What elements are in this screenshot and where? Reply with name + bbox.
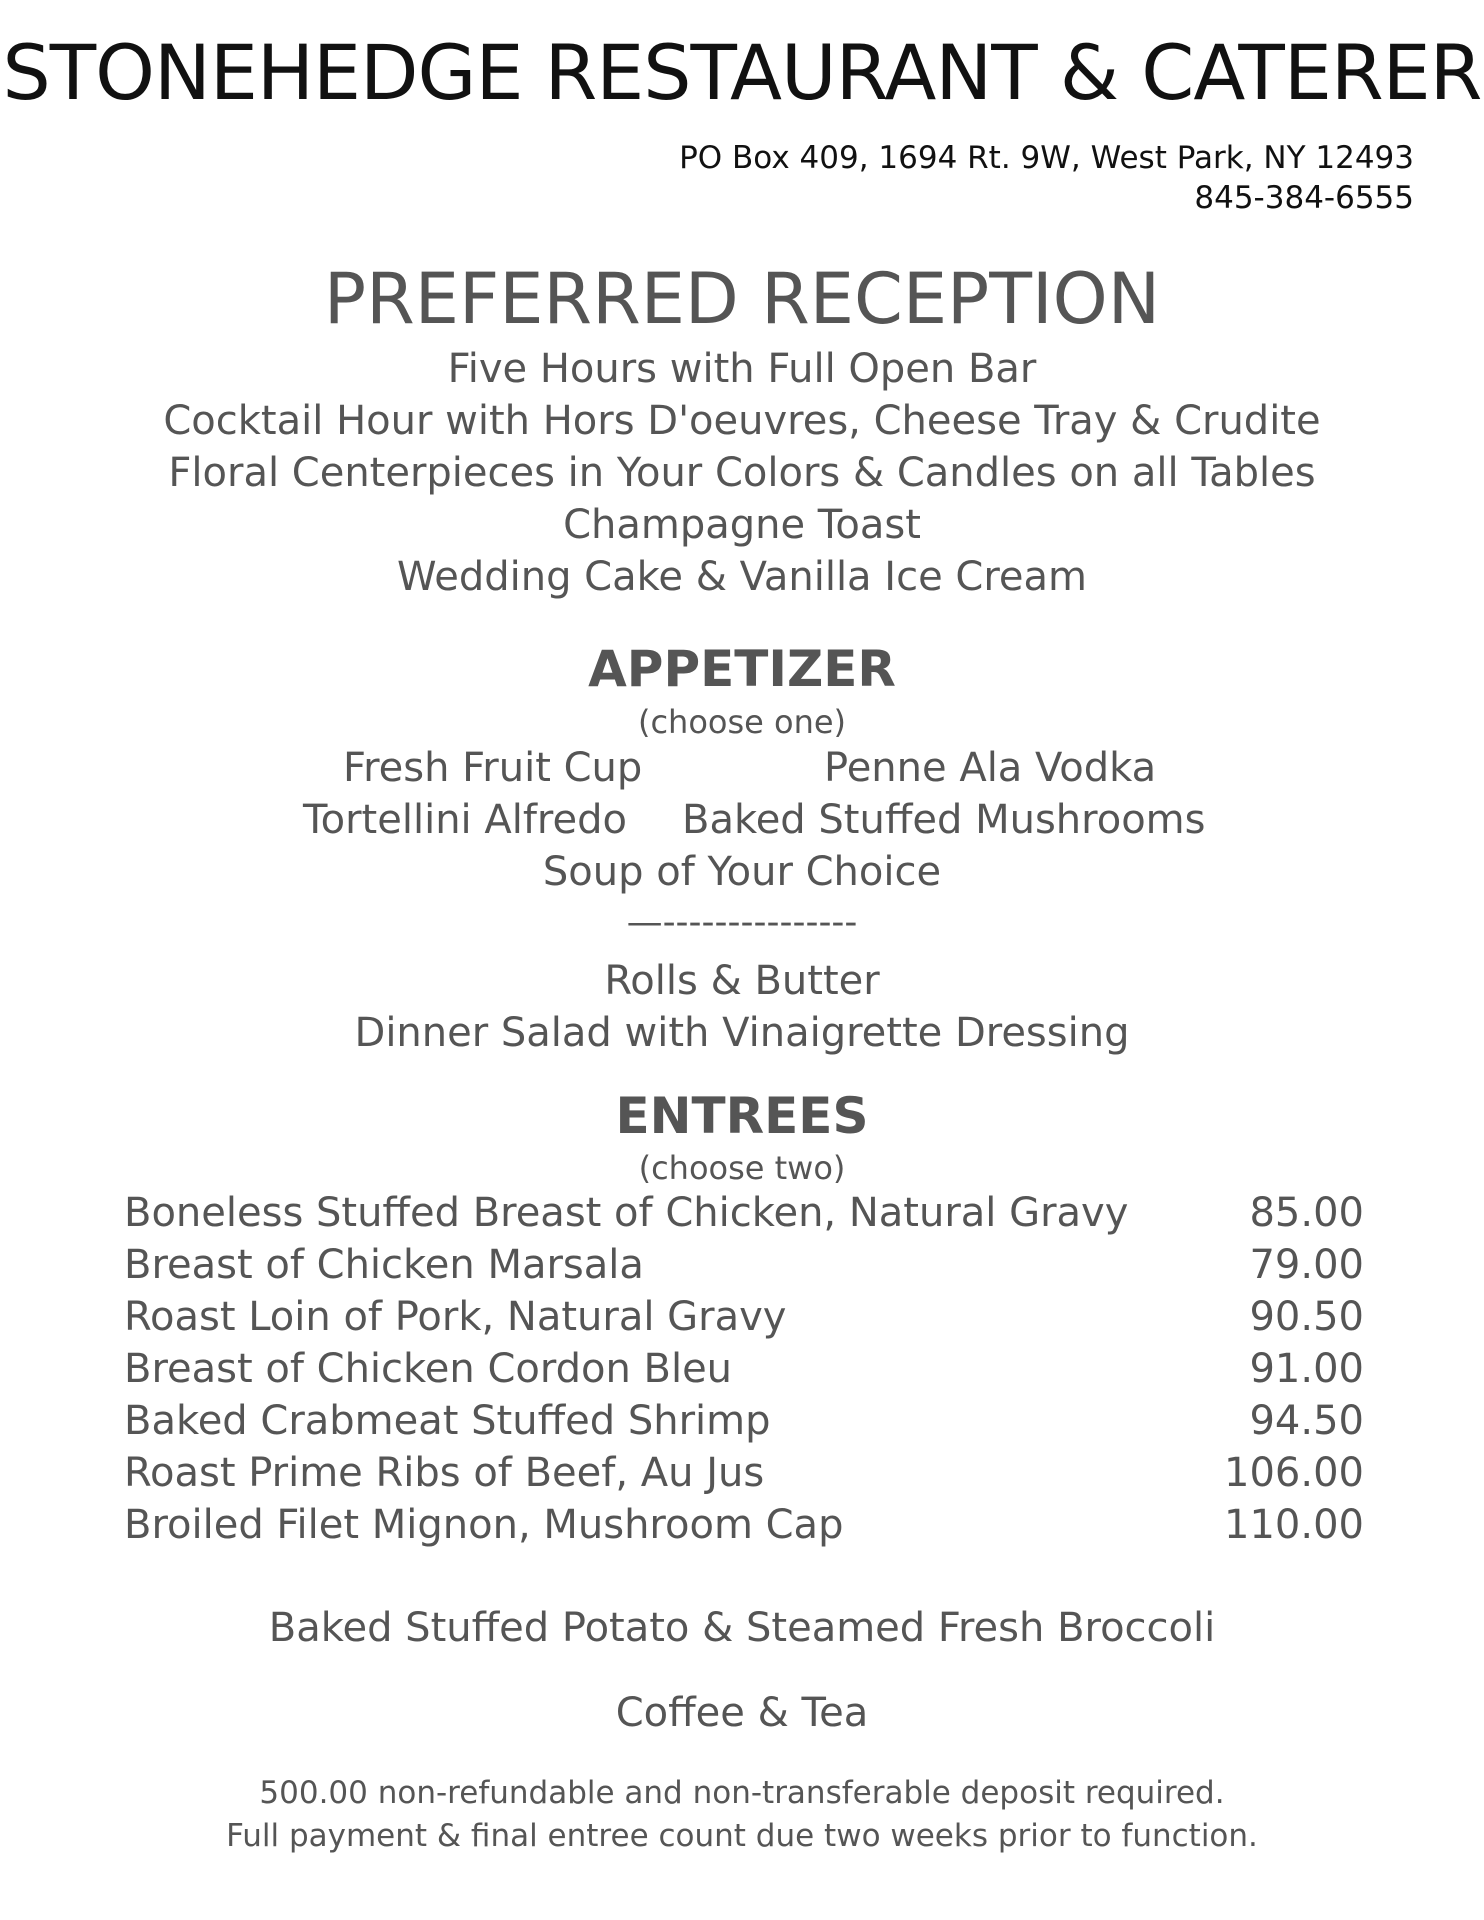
- address: PO Box 409, 1694 Rt. 9W, West Park, NY 12493: [679, 140, 1414, 176]
- appetizer-item: Penne Ala Vodka: [824, 745, 1157, 791]
- payment-note: Full payment & final entree count due two weeks prior to function.: [226, 1818, 1258, 1854]
- entree-price: 91.00: [1249, 1346, 1364, 1392]
- entree-price: 85.00: [1249, 1190, 1364, 1236]
- appetizer-note: (choose one): [637, 703, 847, 741]
- feature-item: Champagne Toast: [563, 502, 921, 548]
- appetizer-item: Tortellini Alfredo: [303, 797, 627, 843]
- feature-item: Cocktail Hour with Hors D'oeuvres, Cheese Tray & Crudite: [163, 398, 1321, 444]
- entree-price: 79.00: [1249, 1242, 1364, 1288]
- entree-price: 94.50: [1249, 1398, 1364, 1444]
- entree-name: Breast of Chicken Marsala: [124, 1242, 644, 1288]
- entree-name: Roast Prime Ribs of Beef, Au Jus: [124, 1450, 765, 1496]
- entrees-heading: ENTREES: [615, 1087, 869, 1145]
- deposit-note: 500.00 non-refundable and non-transferable deposit required.: [259, 1775, 1225, 1811]
- entree-price: 106.00: [1224, 1450, 1364, 1496]
- entree-name: Breast of Chicken Cordon Bleu: [124, 1346, 733, 1392]
- section-divider: —---------------: [626, 902, 858, 943]
- appetizer-item: Soup of Your Choice: [542, 849, 942, 895]
- phone-number: 845-384-6555: [1194, 180, 1414, 216]
- vegetable-sides: Baked Stuffed Potato & Steamed Fresh Broccoli: [268, 1605, 1216, 1651]
- restaurant-name-part2: RESTAURANT & CATERER: [544, 28, 1482, 117]
- entree-name: Broiled Filet Mignon, Mushroom Cap: [124, 1502, 844, 1548]
- restaurant-name: [0, 28, 1484, 117]
- entree-name: Baked Crabmeat Stuffed Shrimp: [124, 1398, 771, 1444]
- included-side: Rolls & Butter: [604, 958, 880, 1004]
- entree-name: Boneless Stuffed Breast of Chicken, Natural Gravy: [124, 1190, 1129, 1236]
- entree-price: 110.00: [1224, 1502, 1364, 1548]
- entree-name: Roast Loin of Pork, Natural Gravy: [124, 1294, 787, 1340]
- entree-price: 90.50: [1249, 1294, 1364, 1340]
- included-side: Dinner Salad with Vinaigrette Dressing: [354, 1010, 1130, 1056]
- appetizer-item: Fresh Fruit Cup: [343, 745, 643, 791]
- feature-item: Five Hours with Full Open Bar: [447, 346, 1037, 392]
- appetizer-heading: APPETIZER: [588, 640, 896, 698]
- beverages: Coffee & Tea: [615, 1690, 869, 1736]
- package-title: PREFERRED RECEPTION: [323, 258, 1161, 340]
- feature-item: Wedding Cake & Vanilla Ice Cream: [397, 554, 1087, 600]
- restaurant-name-part1: STONEHEDGE: [2, 28, 523, 117]
- entrees-note: (choose two): [638, 1149, 846, 1187]
- appetizer-item: Baked Stuffed Mushrooms: [682, 797, 1206, 843]
- feature-item: Floral Centerpieces in Your Colors & Candles on all Tables: [168, 450, 1316, 496]
